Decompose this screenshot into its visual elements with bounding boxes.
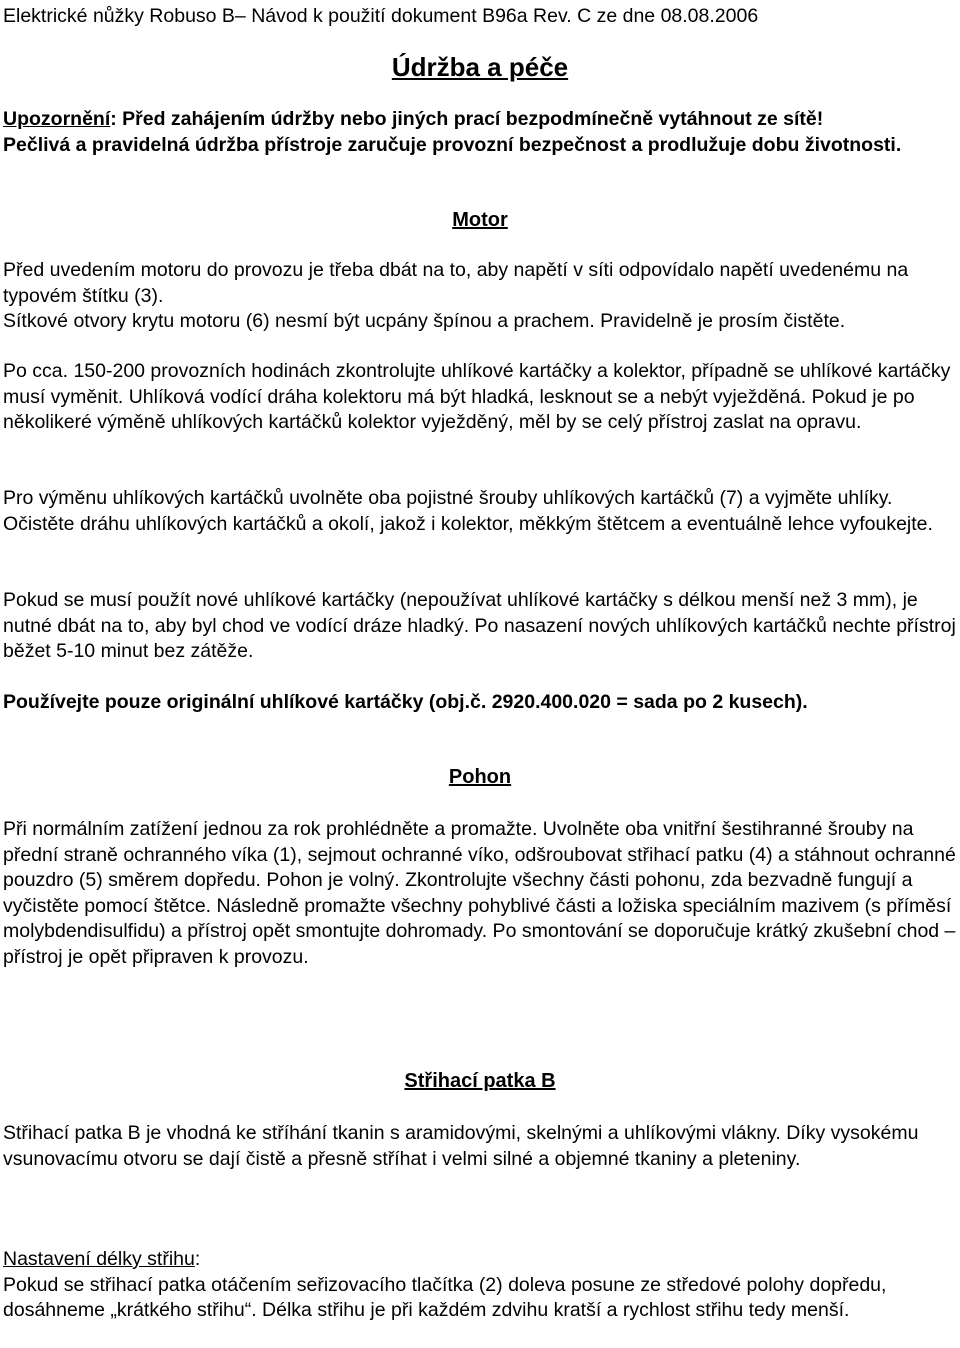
setting-heading-line xyxy=(3,1247,957,1273)
document-header: Elektrické nůžky Robuso B– Návod k použití dokument B96a Rev. C ze dne 08.08.2006 xyxy=(3,5,759,27)
setting-label: Nastavení délky střihu xyxy=(3,1248,195,1270)
setting-block xyxy=(3,1247,957,1324)
warning-label: Upozornění xyxy=(3,108,111,130)
warning-block xyxy=(3,107,957,158)
care-text: Pečlivá a pravidelná údržba přístroje zaručuje provozní bezpečnost a prodlužuje dobu životnosti. xyxy=(3,133,902,156)
patka-paragraph-1: Střihací patka B je vhodná ke stříhání tkanin s aramidovými, skelnými a uhlíkovými vlákny. Díky vysokému vsunovacímu otvoru se dají čistě a přesně stříhat i velmi silné a objemné tkaniny a pleteniny. xyxy=(3,1122,919,1170)
warning-line xyxy=(3,107,957,133)
setting-colon: : xyxy=(194,1248,201,1270)
pohon-heading: Pohon xyxy=(448,766,512,788)
patka-heading: Střihací patka B xyxy=(404,1070,556,1092)
motor-paragraph-4: Pro výměnu uhlíkových kartáčků uvolněte oba pojistné šrouby uhlíkových kartáčků (7) a vyjměte uhlíky. Očistěte dráhu uhlíkových kartáčků a okolí, jakož i kolektor, měkkým štětcem a eventuálně lehce vyfoukejte. xyxy=(3,487,933,535)
motor-paragraph-6: Používejte pouze originální uhlíkové kartáčky (obj.č. 2920.400.020 = sada po 2 kusech). xyxy=(3,691,808,713)
motor-heading: Motor xyxy=(452,209,508,231)
motor-paragraph-3: Po cca. 150-200 provozních hodinách zkontrolujte uhlíkové kartáčky a kolektor, případně se uhlíkové kartáčky musí vyměnit. Uhlíková vodící dráha kolektoru má být hladká, lesknout se a nebýt vyježděná. Pokud je po několikeré výměně uhlíkových kartáčků kolektor vyježděný, měl by se celý přístroj zaslat na opravu. xyxy=(3,360,951,433)
motor-paragraph-2: Sítkové otvory krytu motoru (6) nesmí být ucpány špínou a prachem. Pravidelně je prosím čistěte. xyxy=(3,310,846,332)
page-title: Údržba a péče xyxy=(391,52,569,82)
setting-text: Pokud se střihací patka otáčením seřizovacího tlačítka (2) doleva posune ze středové polohy dopředu, dosáhneme „krátkého střihu“. Délka střihu je při každém zdvihu kratší a rychlost střihu tedy menší. xyxy=(3,1273,887,1321)
motor-paragraph-5: Pokud se musí použít nové uhlíkové kartáčky (nepoužívat uhlíkové kartáčky s délkou menší než 3 mm), je nutné dbát na to, aby byl chod ve vodící dráze hladký. Po nasazení nových uhlíkových kartáčků nechte přístroj běžet 5-10 minut bez zátěže. xyxy=(3,589,956,662)
motor-paragraph-1: Před uvedením motoru do provozu je třeba dbát na to, aby napětí v síti odpovídalo napětí uvedenému na typovém štítku (3). xyxy=(3,259,909,307)
warning-text: : Před zahájením údržby nebo jiných prací bezpodmínečně vytáhnout ze sítě! xyxy=(110,108,824,130)
pohon-paragraph-1: Při normálním zatížení jednou za rok prohlédněte a promažte. Uvolněte oba vnitřní šestihranné šrouby na přední straně ochranného víka (1), sejmout ochranné víko, odšroubovat střihací patku (4) a stáhnout ochranné pouzdro (5) směrem dopředu. Pohon je volný. Zkontrolujte všechny části pohonu, zda bezvadně fungují a vyčistěte pomocí štětce. Následně promažte všechny pohyblivé části a ložiska speciálním mazivem (s příměsí molybdendisulfidu) a přístroj opět smontujte dohromady. Po smontování se doporučuje krátký zkušební chod – přístroj je opět připraven k provozu. xyxy=(3,818,956,968)
